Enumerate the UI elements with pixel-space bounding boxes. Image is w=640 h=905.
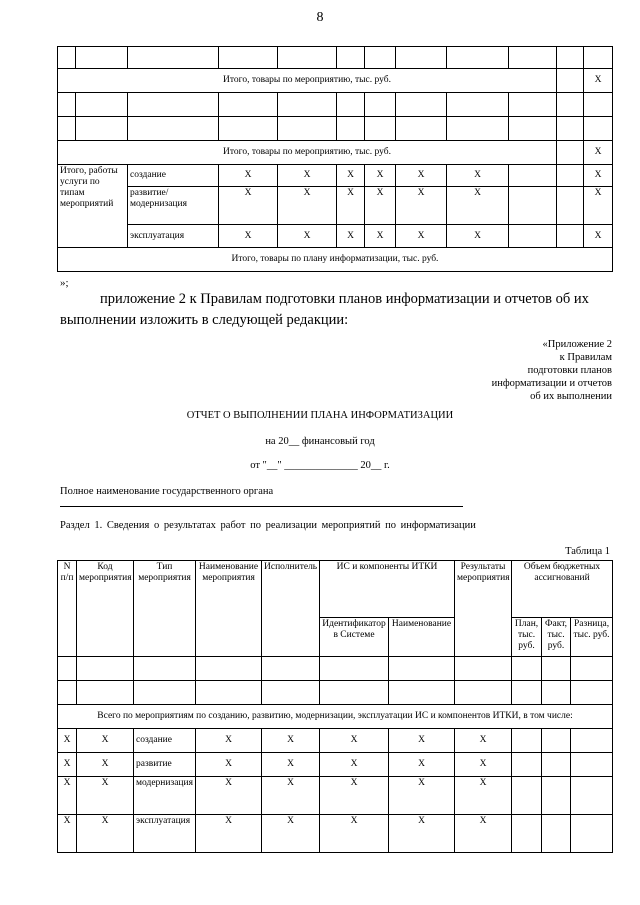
org-underline [60, 506, 463, 507]
type-row-operate: эксплуатация X X X X X X X [58, 225, 613, 248]
type-row-develop: развитие/модернизация X X X X X X X [58, 187, 613, 225]
table-row [58, 93, 613, 117]
type-row-operate: X X эксплуатация X X X X X [58, 815, 613, 853]
header-row [58, 561, 613, 618]
header-executor: Исполнитель [262, 561, 320, 657]
type-label: эксплуатация [134, 815, 196, 853]
mark-cell: X [584, 141, 613, 165]
annex-heading: «Приложение 2 к Правилам подготовки планов информатизации и отчетов об их выполнении [491, 339, 612, 402]
header-is-id: Идентификатор в Системе [320, 618, 389, 657]
paragraph-line-1: приложение 2 к Правилам подготовки планов информатизации и отчетов об их [100, 291, 589, 307]
plan-table-continuation [57, 46, 613, 272]
report-table [57, 560, 613, 853]
subtotal-row [58, 141, 613, 165]
section-title: Раздел 1. Сведения о результатах работ по реализации мероприятий по информатизации [60, 520, 476, 531]
type-label: модернизация [134, 777, 196, 815]
table-row [58, 47, 613, 69]
table-label: Таблица 1 [565, 546, 610, 557]
type-row-create: Итого, работы услуги по типам мероприятий создание X X X X X X X [58, 165, 613, 187]
subtotal-label: Итого, товары по мероприятию, тыс. руб. [58, 141, 557, 165]
header-result: Результаты мероприятия [455, 561, 512, 657]
mark-cell: X [584, 69, 613, 93]
type-row-modernize: X X модернизация X X X X X [58, 777, 613, 815]
type-label: создание [128, 165, 219, 187]
header-name: Наименование мероприятия [196, 561, 262, 657]
type-row-develop: X X развитие X X X X X [58, 753, 613, 777]
header-is-group: ИС и компоненты ИТКИ [320, 561, 455, 618]
header-type: Тип мероприятия [134, 561, 196, 657]
quote-end: »; [60, 277, 69, 289]
type-label: развитие [134, 753, 196, 777]
report-title: ОТЧЕТ О ВЫПОЛНЕНИИ ПЛАНА ИНФОРМАТИЗАЦИИ [186, 410, 454, 421]
header-code: Код мероприятия [77, 561, 134, 657]
group-label: Итого, работы услуги по типам мероприятий [58, 165, 128, 248]
header-is-name: Наименование [389, 618, 455, 657]
paragraph-line-2: выполнении изложить в следующей редакции: [60, 312, 349, 328]
total-row-label: Всего по мероприятиям по созданию, развитию, модернизации, эксплуатации ИС и компонентов ИТКИ, в том числе: [58, 705, 613, 729]
type-label: создание [134, 729, 196, 753]
header-num: N п/п [58, 561, 77, 657]
table-row [58, 681, 613, 705]
subtotal-row [58, 69, 613, 93]
type-row-create: X X создание X X X X X [58, 729, 613, 753]
type-label: эксплуатация [128, 225, 219, 248]
header-fact: Факт, тыс. руб. [542, 618, 571, 657]
type-label: развитие/модернизация [128, 187, 219, 225]
header-diff: Разница, тыс. руб. [571, 618, 613, 657]
page-number: 8 [316, 10, 324, 25]
table-row [58, 657, 613, 681]
subtotal-label: Итого, товары по мероприятию, тыс. руб. [58, 69, 557, 93]
plan-total-label: Итого, товары по плану информатизации, тыс. руб. [58, 248, 613, 272]
org-label: Полное наименование государственного органа [60, 486, 274, 497]
header-plan: План, тыс. руб. [512, 618, 542, 657]
date-line: от "__" ______________ 20__ г. [250, 460, 390, 471]
fiscal-year: на 20__ финансовый год [265, 436, 375, 447]
plan-total-row [58, 248, 613, 272]
total-row [58, 705, 613, 729]
table-row [58, 117, 613, 141]
header-budget-group: Объем бюджетных ассигнований [512, 561, 613, 618]
